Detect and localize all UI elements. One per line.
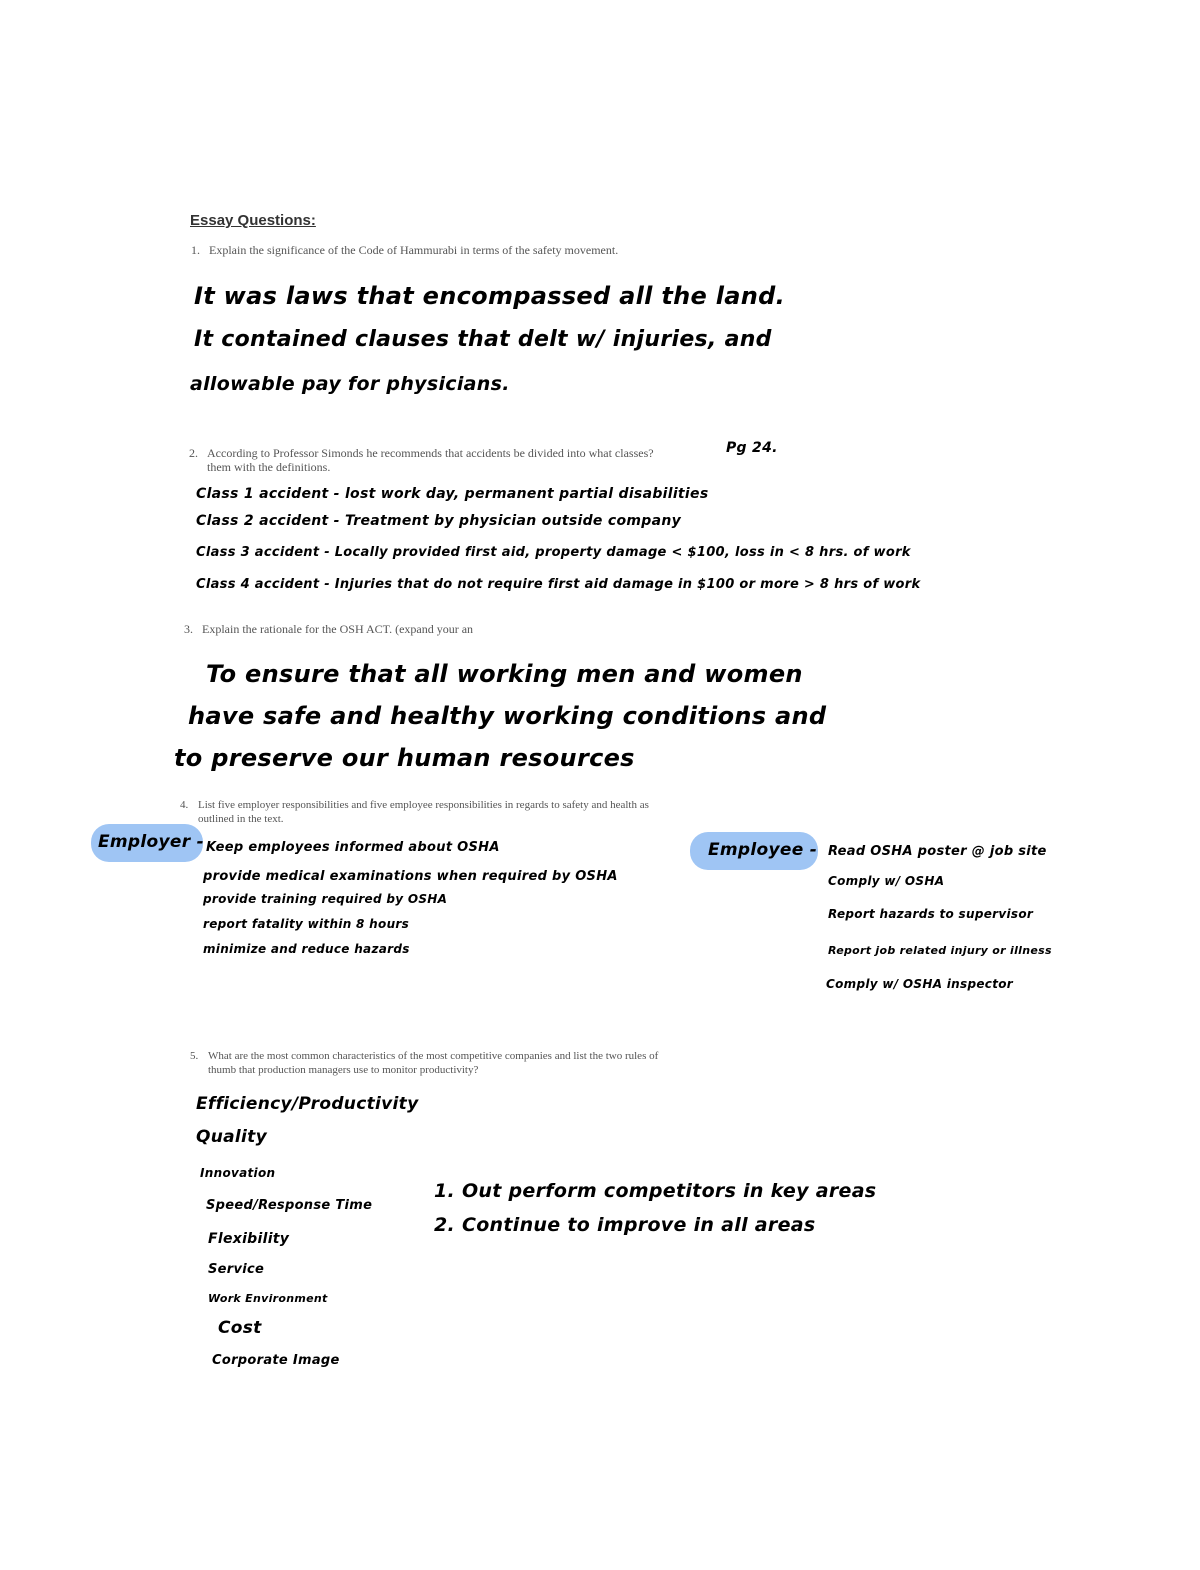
characteristic-7: Work Environment [208, 1292, 328, 1305]
employee-item-2: Comply w/ OSHA [828, 874, 945, 888]
characteristic-4: Speed/Response Time [206, 1198, 373, 1213]
question-2-text: According to Professor Simonds he recommends that accidents be divided into what classes? [207, 446, 654, 460]
employee-item-3: Report hazards to supervisor [828, 907, 1034, 921]
answer-2-line-3: Class 3 accident - Locally provided first aid, property damage < $100, loss in < 8 hrs. of work [196, 545, 911, 560]
question-2 [189, 446, 685, 474]
characteristic-6: Service [208, 1262, 265, 1277]
employer-item-5: minimize and reduce hazards [203, 942, 410, 956]
question-5-number: 5. [190, 1050, 199, 1062]
question-5-text: What are the most common characteristics of the most competitive companies and list the two rules of [208, 1050, 659, 1062]
characteristic-9: Corporate Image [212, 1353, 340, 1368]
question-5 [190, 1049, 658, 1077]
question-1 [191, 243, 618, 257]
answer-1-line-1: It was laws that encompassed all the land. [194, 282, 786, 310]
question-1-number: 1. [191, 243, 200, 257]
rule-1: 1. Out perform competitors in key areas [434, 1180, 877, 1202]
answer-3-line-2: have safe and healthy working conditions and [188, 702, 827, 730]
employer-label: Employer - [98, 832, 204, 852]
question-1-text: Explain the significance of the Code of Hammurabi in terms of the safety movement. [209, 243, 619, 257]
employee-label: Employee - [708, 840, 818, 860]
answer-2-line-4: Class 4 accident - Injuries that do not require first aid damage in $100 or more > 8 hrs of work [196, 577, 921, 592]
question-3-number: 3. [184, 622, 193, 636]
question-3-text: Explain the rationale for the OSH ACT. (expand your an [202, 622, 474, 636]
characteristic-5: Flexibility [208, 1231, 290, 1247]
employer-item-1: Keep employees informed about OSHA [206, 840, 500, 855]
question-4-text-line-2: outlined in the text. [198, 813, 284, 825]
question-4-text: List five employer responsibilities and five employee responsibilities in regards to safety and health as [198, 799, 649, 811]
characteristic-2: Quality [196, 1127, 267, 1147]
employer-item-3: provide training required by OSHA [203, 892, 448, 906]
employee-item-4: Report job related injury or illness [828, 944, 1052, 957]
question-2-text-line-2: them with the definitions. [207, 460, 331, 474]
answer-3-line-3: to preserve our human resources [174, 744, 635, 772]
answer-1-line-2: It contained clauses that delt w/ injuries, and [194, 327, 772, 352]
page-reference-note: Pg 24. [726, 440, 778, 456]
question-5-text-line-2: thumb that production managers use to monitor productivity? [208, 1064, 479, 1076]
employer-item-4: report fatality within 8 hours [203, 917, 410, 931]
rule-2: 2. Continue to improve in all areas [434, 1214, 816, 1236]
question-4-number: 4. [180, 799, 189, 811]
answer-2-line-2: Class 2 accident - Treatment by physician outside company [196, 513, 682, 529]
question-3 [184, 622, 473, 636]
employee-item-1: Read OSHA poster @ job site [828, 844, 1047, 859]
page-title: Essay Questions: [190, 212, 316, 229]
question-2-number: 2. [189, 446, 198, 460]
answer-2-line-1: Class 1 accident - lost work day, permanent partial disabilities [196, 486, 709, 502]
characteristic-1: Efficiency/Productivity [196, 1094, 419, 1114]
answer-3-line-1: To ensure that all working men and women [206, 660, 803, 688]
employee-item-5: Comply w/ OSHA inspector [826, 977, 1013, 991]
question-4 [180, 798, 649, 826]
employer-item-2: provide medical examinations when required by OSHA [203, 869, 618, 884]
characteristic-3: Innovation [200, 1166, 276, 1180]
characteristic-8: Cost [218, 1318, 262, 1338]
answer-1-line-3: allowable pay for physicians. [190, 373, 510, 395]
